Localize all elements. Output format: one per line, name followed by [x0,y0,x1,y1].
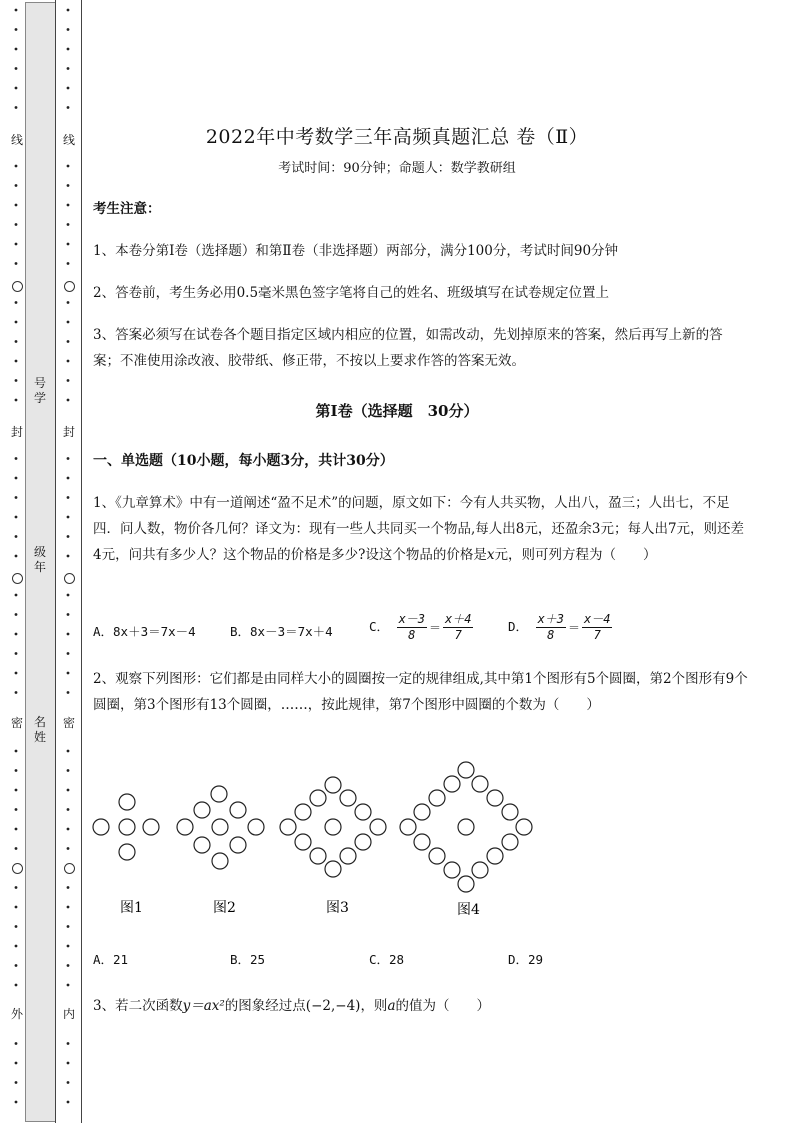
perforation-dot [15,67,18,70]
question-1-text: 1、《九章算术》中有一道阐述“盈不足术”的问题，原文如下：今有人共买物，人出八，盈三；人出七，不足四．问人数，物价各几何？译文为：现有一些人共同买一个物品,每人出8元，还盈余3元；每人出7元，则还差4元，问共有多少人？这个物品的价格是多少?设这个物品的价格是 [93,495,745,563]
perforation-dot [67,360,70,363]
option-2c[interactable]: C．28 [369,952,405,967]
perforation-dot [15,9,18,12]
perforation-dot [67,984,70,987]
pattern-circle [487,790,503,806]
cut-mark-left-2: 封 [10,425,23,439]
pattern-circle [211,786,227,802]
perforation-dot [15,789,18,792]
circle-icon [12,863,23,874]
perforation-dot [67,496,70,499]
perforation-dot [67,886,70,889]
perforation-dot [15,945,18,948]
pattern-circle [429,790,445,806]
perforation-dot [67,477,70,480]
pattern-circle [458,819,474,835]
question-3-variable: a [387,998,396,1014]
perforation-dot [15,1062,18,1065]
perforation-dot [15,360,18,363]
pattern-circle [340,848,356,864]
student-id-label: 号学 [33,376,46,405]
perforation-dot [15,262,18,265]
pattern-circle [355,834,371,850]
perforation-dot [15,535,18,538]
perforation-dot [67,945,70,948]
question-3-end: 的值为（ ） [395,998,490,1014]
perforation-dot [15,106,18,109]
notice-item-2: 2、答卷前，考生务必用0.5毫米黑色签字笔将自己的姓名、班级填写在试卷规定位置上 [93,285,610,301]
option-1d-label: D． [508,619,529,634]
perforation-dot [67,1101,70,1104]
cut-mark-right-3: 密 [62,716,75,730]
notice-heading: 考生注意： [93,201,161,217]
perforation-dot [67,67,70,70]
perforation-dot [15,750,18,753]
perforation-dot [15,379,18,382]
perforation-dot [15,555,18,558]
pattern-circle [414,834,430,850]
perforation-dot [15,457,18,460]
perforation-dot [67,964,70,967]
question-3-stem [93,993,748,1019]
exam-info: 考试时间：90分钟；命题人：数学教研组 [278,161,516,176]
notice-item-3: 3、答案必须写在试卷各个题目指定区域内相应的位置，如需改动，先划掉原来的答案，然后再写上新的答案；不准使用涂改液、胶带纸、修正带，不按以上要求作答的答案无效。 [93,327,723,369]
pattern-circle [177,819,193,835]
perforation-dot [67,301,70,304]
pattern-circle [444,862,460,878]
part-title: 第I卷（选择题 30分） [315,402,479,420]
cut-mark-left-1: 线 [10,133,23,147]
perforation-dot [67,652,70,655]
pattern-circle [340,790,356,806]
pattern-circle [119,794,135,810]
pattern-circle [194,837,210,853]
perforation-dot [67,243,70,246]
perforation-dot [67,828,70,831]
perforation-dot [15,964,18,967]
fraction: $\frac{x+3}{8}$ [537,612,565,642]
figure-label-1: 图1 [120,900,143,916]
perforation-dot [15,769,18,772]
option-1d[interactable]: D． $\frac{x+3}{8}$ ＝ $\frac{x-4}{7}$ [508,612,611,642]
perforation-dot [67,633,70,636]
circle-icon [12,573,23,584]
perforation-dot [67,925,70,928]
pattern-circle [458,876,474,892]
perforation-dot [15,204,18,207]
perforation-dot [67,535,70,538]
perforation-dot [67,769,70,772]
perforation-dot [67,516,70,519]
perforation-dot [67,28,70,31]
perforation-dot [15,613,18,616]
perforation-dot [67,808,70,811]
circle-icon [64,863,75,874]
perforation-dot [67,262,70,265]
cut-mark-right-4: 内 [62,1007,75,1021]
option-1c[interactable]: C． $\frac{x-3}{8}$ ＝ $\frac{x+4}{7}$ [369,612,472,642]
question-3-middle: 的图象经过点 [224,998,306,1014]
perforation-dot [67,906,70,909]
fraction: $\frac{x-3}{8}$ [398,612,426,642]
perforation-dot [15,184,18,187]
question-2-stem: 2、观察下列图形：它们都是由同样大小的圆圈按一定的规律组成,其中第1个图形有5个圆圈，第2个图形有9个圆圈，第3个图形有13个圆圈，……，按此规律，第7个图形中圆圈的个数为（ ） [93,671,748,713]
pattern-circle [325,861,341,877]
perforation-dot [15,1081,18,1084]
cut-mark-right-1: 线 [62,133,75,147]
pattern-circle [310,790,326,806]
pattern-circle [230,837,246,853]
fraction: $\frac{x+4}{7}$ [445,612,472,642]
pattern-circle [429,848,445,864]
pattern-circle [502,804,518,820]
question-3-point: (−2,−4) [305,998,361,1014]
perforation-dot [67,555,70,558]
pattern-circle [472,776,488,792]
option-2a[interactable]: A．21 [93,952,129,967]
pattern-circle [248,819,264,835]
pattern-circle [295,804,311,820]
perforation-dot [67,223,70,226]
pattern-circle [295,834,311,850]
perforation-dot [15,1101,18,1104]
perforation-dot [15,672,18,675]
option-1a[interactable]: A．8x＋3＝7x－4 [93,624,196,639]
pattern-circle [502,834,518,850]
pattern-circle [212,853,228,869]
figure-label-3: 图3 [326,900,349,916]
perforation-dot [15,906,18,909]
perforation-dot [15,886,18,889]
perforation-dot [15,652,18,655]
option-2d[interactable]: D．29 [508,952,544,967]
perforation-dot [67,184,70,187]
perforation-dot [15,925,18,928]
pattern-circle [458,762,474,778]
pattern-circle [355,804,371,820]
perforation-dot [15,87,18,90]
question-3-prefix: 3、若二次函数 [93,998,183,1014]
perforation-dot [67,750,70,753]
perforation-dot [15,340,18,343]
pattern-circle [280,819,296,835]
pattern-circle [516,819,532,835]
figure-label-2: 图2 [213,900,236,916]
perforation-dot [15,496,18,499]
perforation-dot [15,477,18,480]
perforation-dot [15,48,18,51]
pattern-circle [472,862,488,878]
perforation-dot [67,321,70,324]
perforation-dot [67,1062,70,1065]
circle-icon [64,281,75,292]
perforation-dot [15,28,18,31]
pattern-circle [444,776,460,792]
circle-pattern-figure [88,755,548,925]
pattern-circle [93,819,109,835]
perforation-dot [15,301,18,304]
perforation-dot [67,457,70,460]
pattern-circle [400,819,416,835]
perforation-dot [15,984,18,987]
perforation-dot [15,633,18,636]
perforation-dot [15,691,18,694]
perforation-dot [67,379,70,382]
perforation-dot [67,847,70,850]
perforation-dot [67,48,70,51]
pattern-circle [325,777,341,793]
grade-label: 级年 [33,545,46,574]
perforation-dot [15,828,18,831]
pattern-circle [325,819,341,835]
perforation-dot [67,789,70,792]
page-title: 2022年中考数学三年高频真题汇总 卷（Ⅱ） [205,126,589,148]
perforation-dot [15,847,18,850]
pattern-circle [310,848,326,864]
cut-mark-right-2: 封 [62,425,75,439]
option-1b[interactable]: B．8x－3＝7x＋4 [230,624,333,639]
perforation-dot [67,1081,70,1084]
pattern-circle [414,804,430,820]
question-3-function: y＝ax² [182,998,225,1014]
pattern-circle [370,819,386,835]
pattern-circle [194,802,210,818]
pattern-circle [143,819,159,835]
question-1-stem-end: 元，则可列方程为（ ） [494,547,657,563]
circle-icon [12,281,23,292]
perforation-dot [67,672,70,675]
perforation-dot [67,594,70,597]
option-2b[interactable]: B．25 [230,952,266,967]
option-1c-label: C． [369,619,390,634]
perforation-dot [67,9,70,12]
perforation-dot [67,106,70,109]
perforation-dot [15,594,18,597]
perforation-dot [15,243,18,246]
question-3-suffix: ，则 [360,998,388,1014]
perforation-dot [67,340,70,343]
notice-item-1: 1、本卷分第I卷（选择题）和第Ⅱ卷（非选择题）两部分，满分100分，考试时间90分钟 [93,243,619,259]
question-1-stem [93,490,748,568]
fraction: $\frac{x-4}{7}$ [584,612,611,642]
circle-icon [64,573,75,584]
question-1-variable: x [486,547,495,563]
pattern-circle [119,819,135,835]
name-label: 名姓 [33,715,46,744]
perforation-dot [15,223,18,226]
figure-label-4: 图4 [457,902,480,918]
pattern-circle [230,802,246,818]
perforation-dot [15,808,18,811]
perforation-dot [15,321,18,324]
perforation-dot [67,613,70,616]
pattern-circle [119,844,135,860]
pattern-circle [212,819,228,835]
cut-mark-left-3: 密 [10,716,23,730]
cut-mark-left-4: 外 [10,1007,23,1021]
perforation-dot [67,87,70,90]
section-heading: 一、单选题（10小题，每小题3分，共计30分） [93,453,394,469]
perforation-dot [15,1042,18,1045]
perforation-dot [67,1042,70,1045]
perforation-dot [15,516,18,519]
perforation-dot [67,691,70,694]
pattern-circle [487,848,503,864]
perforation-dot [67,204,70,207]
